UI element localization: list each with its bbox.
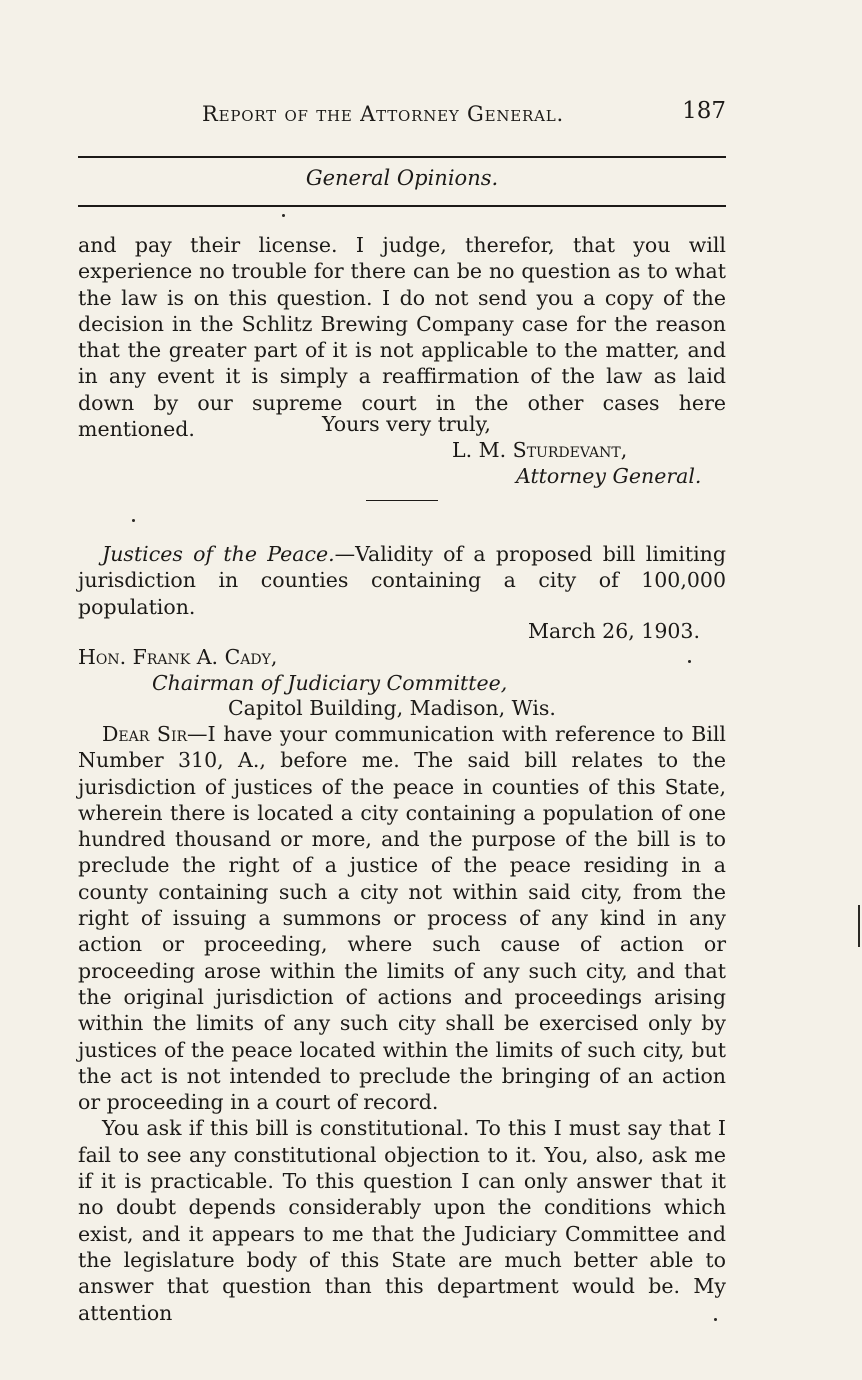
opening-paragraph: and pay their license. I judge, therefor, that you will experience no trouble for there can be no question as to what the law is on this question. I do not send you a copy of the decision in the Schlitz Brewing Company case for the reason that the greater part of it is not applicable to the matter, and in any event it is simply a reaffirmation of the law as laid down by our supreme court in the other cases here mentioned.: [78, 233, 726, 442]
closing-salutation: Yours very truly,: [322, 412, 491, 436]
page-number: 187: [682, 98, 726, 124]
letter-paragraph-1: —I have your communication with reference to Bill Number 310, A., before me. The said bill relates to the jurisdiction of justices of the peace in counties of this State, wherein there is located a city containing a population of one hundred thousand or more, and the purpose of the bill is to preclude the right of a justice of the peace residing in a county containing such a city not within said city, from the right of issuing a summons or process of any kind in any action or proceeding, where such cause of action or proceeding arose within the limits of any such city, and that the original jurisdiction of actions and proceedings arising within the limits of any such city shall be exercised only by justices of the peace located within the limits of such city, but the act is not intended to preclude the bringing of an action or proceeding in a court of record.: [78, 722, 726, 1115]
signature-title: Attorney General.: [516, 464, 702, 488]
signature-name: [452, 438, 627, 462]
letter-body: [78, 721, 726, 1326]
topic-subject: Justices of the Peace.: [102, 542, 335, 566]
letter-salutation: Dear Sir: [102, 722, 188, 746]
print-speck: [132, 519, 135, 522]
letter-paragraph-2: You ask if this bill is constitutional. To this I must say that I fail to see any constitutional objection to it. You, also, ask me if it is practicable. To this question I can only answer that it no doubt depends considerably upon the conditions which exist, and it appears to me that the Judiciary Committee and the legislature body of this State are much better able to answer that question than this department would be. My attention: [78, 1116, 726, 1325]
addressee-name: Hon. Frank A. Cady,: [78, 645, 278, 669]
addressee-title: Chairman of Judiciary Committee,: [152, 671, 508, 695]
section-title: General Opinions.: [305, 166, 499, 190]
print-speck: [688, 660, 691, 663]
signature-name-text: L. M. Sturdevant,: [452, 438, 628, 462]
running-title: Report of the Attorney General.: [202, 102, 565, 126]
addressee-location: Capitol Building, Madison, Wis.: [228, 696, 556, 720]
section-divider: [366, 500, 438, 501]
header-rule-bottom: [78, 205, 726, 207]
page-edge-mark: [858, 905, 860, 947]
print-speck: [714, 1318, 717, 1321]
header-rule-top: [78, 156, 726, 158]
letter-date: March 26, 1903.: [527, 619, 700, 643]
letter-paragraph: [78, 721, 726, 1115]
page-header: [78, 98, 726, 134]
topic-summary: —Validity of a proposed bill limiting jurisdiction in counties containing a city of 100,000 population.: [78, 542, 726, 619]
opinion-topic: [78, 541, 726, 620]
print-speck: [282, 214, 285, 217]
